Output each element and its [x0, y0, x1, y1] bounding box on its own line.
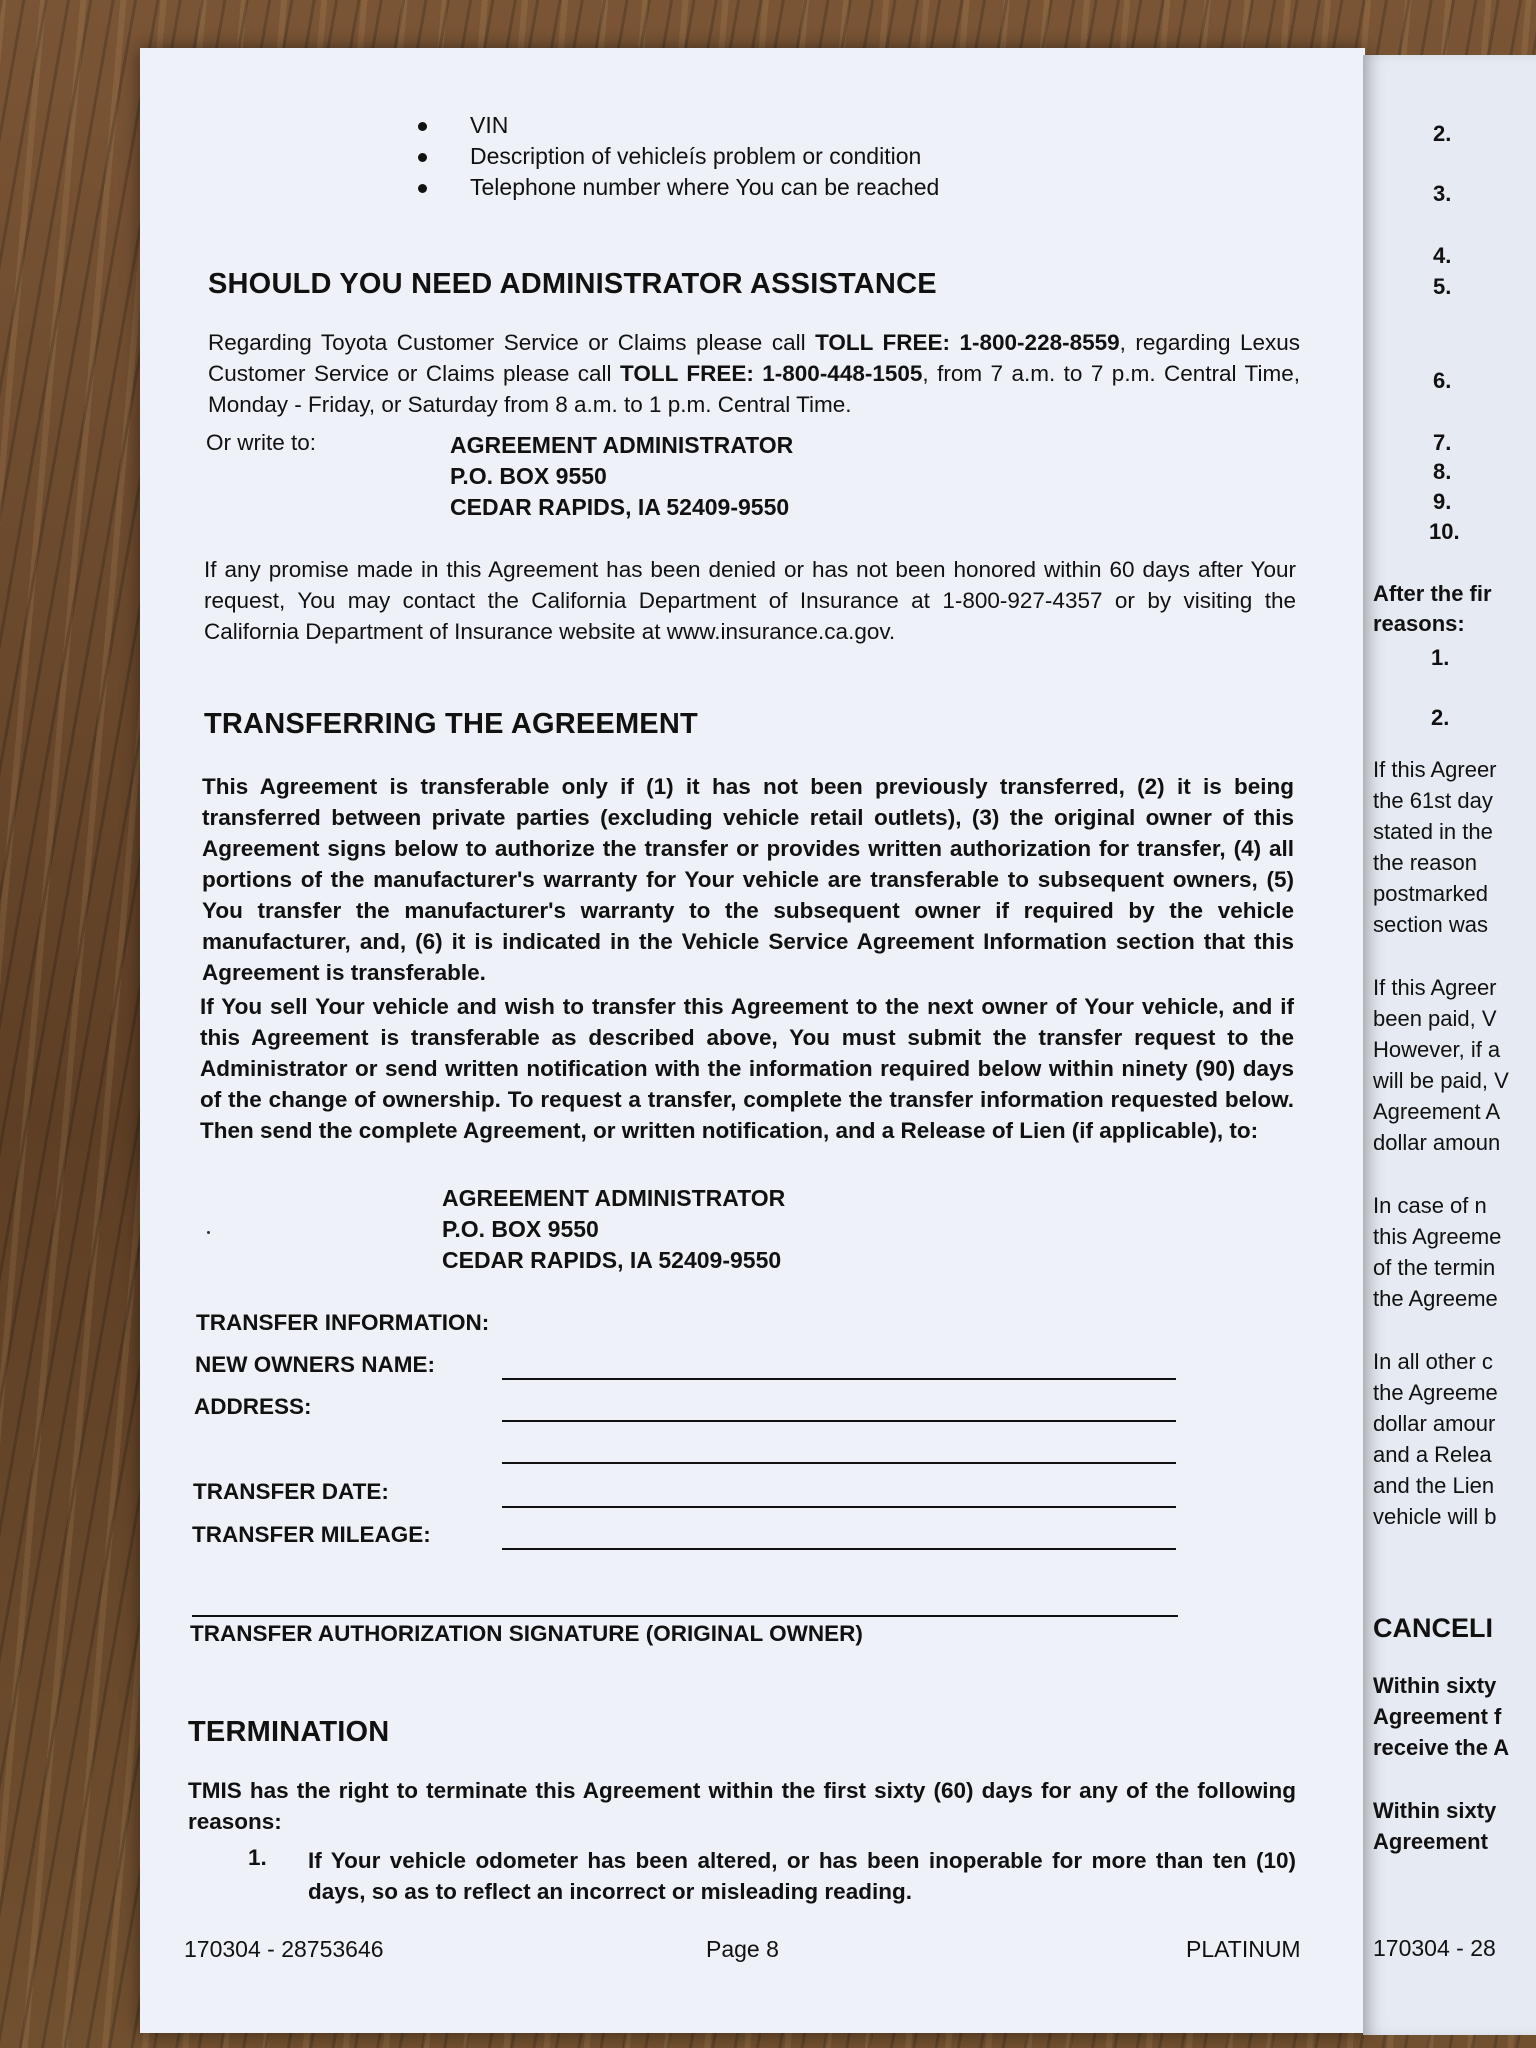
transfer-date-field[interactable] — [502, 1506, 1176, 1508]
footer-agreement-number: 170304 - 28753646 — [184, 1936, 384, 1962]
bullet-text: VIN — [470, 112, 509, 138]
address-field-line-1[interactable] — [502, 1420, 1176, 1422]
right-text-line: will be paid, V — [1373, 1068, 1509, 1093]
admin-assistance-text — [208, 327, 1300, 420]
right-text-line: this Agreeme — [1373, 1224, 1502, 1249]
write-to-label: Or write to: — [206, 430, 317, 455]
transfer-mileage-field[interactable] — [502, 1548, 1176, 1550]
address-field-line-2[interactable] — [502, 1462, 1176, 1464]
right-text-line: of the termin — [1373, 1255, 1496, 1280]
contact-info-bullets — [270, 110, 939, 203]
list-number: 9. — [1433, 489, 1452, 514]
footer-page-number: Page 8 — [706, 1936, 779, 1962]
right-text-line: section was — [1373, 912, 1488, 937]
administrator-address — [450, 430, 793, 523]
right-text-line: reasons: — [1373, 611, 1465, 636]
document-page-left — [140, 48, 1365, 2033]
lexus-phone: TOLL FREE: 1-800-448-1505 — [619, 361, 923, 386]
address-line: CEDAR RAPIDS, IA 52409-9550 — [442, 1247, 782, 1273]
stray-mark — [207, 1231, 210, 1234]
termination-text: TMIS has the right to terminate this Agreement within the first sixty (60) days for any of the following reasons: — [188, 1778, 1296, 1834]
transfer-mileage-label: TRANSFER MILEAGE: — [192, 1522, 431, 1547]
insurance-dept-text: If any promise made in this Agreement has been denied or has not been honored within 60 days after Your request, You may contact the California Department of Insurance at 1-800-927-4357 or by visiting the California Department of Insurance website at www.insurance.ca.gov. — [204, 557, 1296, 644]
address-line: AGREEMENT ADMINISTRATOR — [450, 432, 794, 458]
right-text-line: vehicle will b — [1373, 1504, 1497, 1529]
bullet-item — [470, 141, 939, 172]
new-owner-field[interactable] — [502, 1378, 1176, 1380]
right-text-line: been paid, V — [1373, 1006, 1497, 1031]
right-text-line: In all other c — [1373, 1349, 1493, 1374]
admin-text-part: , from 7 a.m. to 7 p.m. Central Time, Monday - Friday, or Saturday from 8 a.m. to 1 p.m. Central Time. — [208, 361, 1300, 417]
bullet-text: Description of vehicleís problem or condition — [470, 143, 922, 169]
address-line: CEDAR RAPIDS, IA 52409-9550 — [450, 494, 790, 520]
right-text-line: stated in the — [1373, 819, 1493, 844]
bullet-text: Telephone number where You can be reached — [470, 174, 940, 200]
right-text-line: the reason — [1373, 850, 1477, 875]
bullet-icon — [418, 184, 427, 193]
address-line: AGREEMENT ADMINISTRATOR — [442, 1185, 786, 1211]
right-text-line: Agreement f — [1373, 1704, 1502, 1729]
right-text-line: and the Lien — [1373, 1473, 1495, 1498]
address-label: ADDRESS: — [194, 1394, 312, 1419]
new-owner-label: NEW OWNERS NAME: — [195, 1352, 435, 1377]
transfer-date-label: TRANSFER DATE: — [193, 1479, 389, 1504]
transfer-conditions-text: This Agreement is transferable only if (1) it has not been previously transferred, (2) it is being transferred between private parties (excluding vehicle retail outlets), (3) the original owner of this Agreement signs below to authorize the transfer or provides written authorization for transfer, (4) all portions of the manufacturer's warranty for Your vehicle are transferable to subsequent owners, (5) You transfer the manufacturer's warranty to the subsequent owner if required by the vehicle manufacturer, and, (6) it is indicated in the Vehicle Service Agreement Information section that this Agreement is transferable. — [202, 774, 1294, 985]
transfer-heading: TRANSFERRING THE AGREEMENT — [204, 708, 698, 740]
bullet-item — [470, 110, 939, 141]
address-line: P.O. BOX 9550 — [450, 463, 607, 489]
list-number: 1. — [1431, 645, 1450, 670]
right-text-line: the 61st day — [1373, 788, 1493, 813]
toyota-phone: TOLL FREE: 1-800-228-8559 — [815, 330, 1120, 355]
signature-field[interactable] — [192, 1615, 1178, 1617]
bullet-icon — [418, 153, 427, 162]
list-number: 4. — [1433, 243, 1452, 268]
signature-label: TRANSFER AUTHORIZATION SIGNATURE (ORIGINAL OWNER) — [190, 1621, 863, 1646]
right-text-line: If this Agreer — [1373, 975, 1497, 1000]
transfer-instructions-text: If You sell Your vehicle and wish to transfer this Agreement to the next owner of Your vehicle, and if this Agreement is transferable as described above, You must submit the transfer request to the Administrator or send written notification with the information required below within ninety (90) days of the change of ownership. To request a transfer, complete the transfer information requested below. Then send the complete Agreement, or written notification, and a Release of Lien (if applicable), to: — [200, 994, 1294, 1143]
list-number: 2. — [1433, 121, 1452, 146]
right-footer: 170304 - 28 — [1373, 1935, 1496, 1961]
right-text-line: Agreement A — [1373, 1099, 1501, 1124]
list-number: 3. — [1433, 181, 1452, 206]
bullet-item — [470, 172, 939, 203]
termination-item-number: 1. — [248, 1845, 267, 1870]
address-line: P.O. BOX 9550 — [442, 1216, 599, 1242]
list-number: 7. — [1433, 430, 1452, 455]
transfer-info-label: TRANSFER INFORMATION: — [196, 1310, 490, 1335]
termination-item-text: If Your vehicle odometer has been altered, or has been inoperable for more than ten (10) days, so as to reflect an incorrect or misleading reading. — [308, 1848, 1296, 1904]
list-number: 10. — [1429, 519, 1460, 544]
right-text-line: receive the A — [1373, 1735, 1510, 1760]
right-text-line: the Agreeme — [1373, 1286, 1498, 1311]
right-text-line: dollar amour — [1373, 1411, 1496, 1436]
right-text-line: In case of n — [1373, 1193, 1487, 1218]
admin-assistance-heading: SHOULD YOU NEED ADMINISTRATOR ASSISTANCE — [208, 268, 937, 300]
document-page-right — [1363, 55, 1536, 2035]
list-number: 6. — [1433, 368, 1452, 393]
list-number: 5. — [1433, 274, 1452, 299]
bullet-icon — [418, 122, 427, 131]
list-number: 8. — [1433, 459, 1452, 484]
right-text-line: However, if a — [1373, 1037, 1501, 1062]
termination-heading: TERMINATION — [188, 1716, 390, 1748]
right-text-line: Within sixty — [1373, 1798, 1497, 1823]
right-text-line: If this Agreer — [1373, 757, 1497, 782]
right-text-line: Within sixty — [1373, 1673, 1497, 1698]
right-text-line: dollar amoun — [1373, 1130, 1501, 1155]
cancellation-heading: CANCELI — [1373, 1613, 1493, 1643]
admin-text-part: Regarding Toyota Customer Service or Claims please call — [208, 330, 816, 355]
list-number: 2. — [1431, 705, 1450, 730]
right-text-line: postmarked — [1373, 881, 1488, 906]
right-text-line: After the fir — [1373, 581, 1492, 606]
footer-plan-name: PLATINUM — [1186, 1936, 1301, 1962]
right-text-line: the Agreeme — [1373, 1380, 1498, 1405]
transfer-address — [442, 1183, 785, 1276]
right-text-line: and a Relea — [1373, 1442, 1492, 1467]
right-text-line: Agreement — [1373, 1829, 1488, 1854]
admin-text-part: , regarding Lexus Customer Service or Claims please call — [208, 330, 1300, 386]
